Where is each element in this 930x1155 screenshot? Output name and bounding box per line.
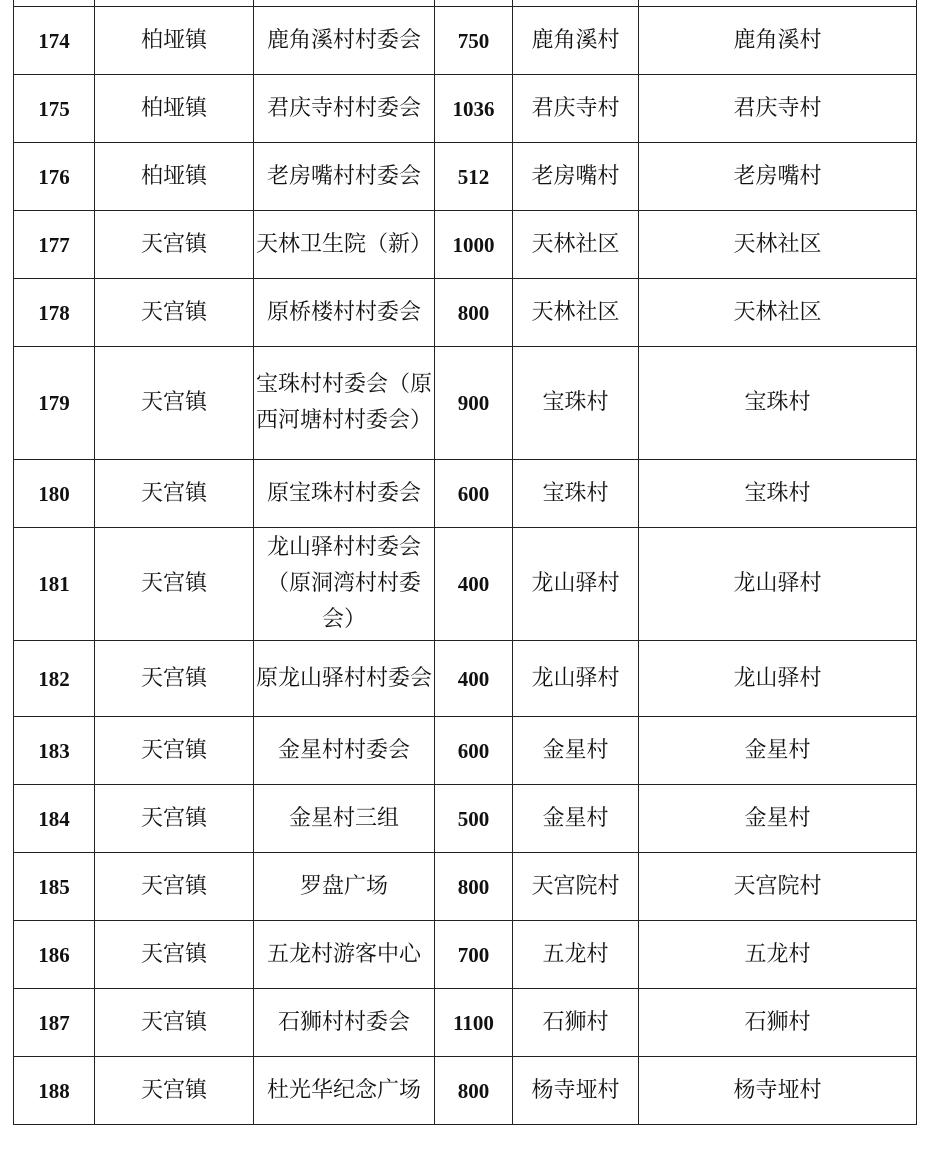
served-area-cell: 天宫院村 [639, 853, 917, 921]
table-row [14, 641, 917, 717]
town-cell: 天宫镇 [95, 921, 254, 989]
table-row [14, 853, 917, 921]
site-cell: 君庆寺村村委会 [254, 75, 435, 143]
amount-cell: 800 [435, 1057, 513, 1125]
row-number: 174 [14, 7, 95, 75]
served-area-cell: 天林社区 [639, 279, 917, 347]
row-number: 187 [14, 989, 95, 1057]
village-cell: 石狮村 [513, 989, 639, 1057]
village-cell: 龙山驿村 [513, 641, 639, 717]
town-cell: 柏垭镇 [95, 7, 254, 75]
amount-cell: 500 [435, 785, 513, 853]
table-row [14, 211, 917, 279]
town-cell: 柏垭镇 [95, 75, 254, 143]
town-cell: 天宫镇 [95, 989, 254, 1057]
site-cell: 石狮村村委会 [254, 989, 435, 1057]
site-cell: 天林卫生院（新） [254, 211, 435, 279]
row-number: 186 [14, 921, 95, 989]
site-cell: 龙山驿村村委会（原洞湾村村委会） [254, 528, 435, 641]
amount-cell: 600 [435, 717, 513, 785]
amount-cell: 900 [435, 347, 513, 460]
town-cell: 天宫镇 [95, 347, 254, 460]
shelter-site-table [13, 0, 917, 1125]
village-cell: 金星村 [513, 717, 639, 785]
document-table-wrapper [13, 0, 916, 1125]
town-cell: 柏垭镇 [95, 143, 254, 211]
row-number: 181 [14, 528, 95, 641]
village-cell: 天宫院村 [513, 853, 639, 921]
served-area-cell: 老房嘴村 [639, 143, 917, 211]
village-cell: 天林社区 [513, 211, 639, 279]
amount-cell: 512 [435, 143, 513, 211]
amount-cell: 600 [435, 460, 513, 528]
village-cell: 老房嘴村 [513, 143, 639, 211]
amount-cell: 800 [435, 853, 513, 921]
site-cell: 原宝珠村村委会 [254, 460, 435, 528]
table-row [14, 989, 917, 1057]
row-number: 180 [14, 460, 95, 528]
village-cell: 龙山驿村 [513, 528, 639, 641]
site-cell: 宝珠村村委会（原西河塘村村委会） [254, 347, 435, 460]
row-number: 178 [14, 279, 95, 347]
amount-cell: 1000 [435, 211, 513, 279]
village-cell: 天林社区 [513, 279, 639, 347]
served-area-cell: 石狮村 [639, 989, 917, 1057]
row-number: 177 [14, 211, 95, 279]
village-cell: 鹿角溪村 [513, 7, 639, 75]
row-number: 179 [14, 347, 95, 460]
site-cell: 五龙村游客中心 [254, 921, 435, 989]
town-cell: 天宫镇 [95, 1057, 254, 1125]
served-area-cell: 金星村 [639, 785, 917, 853]
table-row [14, 7, 917, 75]
site-cell: 杜光华纪念广场 [254, 1057, 435, 1125]
table-row [14, 528, 917, 641]
table-row [14, 717, 917, 785]
table-row [14, 1057, 917, 1125]
table-row [14, 921, 917, 989]
row-number: 185 [14, 853, 95, 921]
village-cell: 宝珠村 [513, 460, 639, 528]
site-cell: 原桥楼村村委会 [254, 279, 435, 347]
site-cell: 老房嘴村村委会 [254, 143, 435, 211]
served-area-cell: 宝珠村 [639, 460, 917, 528]
site-cell: 金星村村委会 [254, 717, 435, 785]
served-area-cell: 杨寺垭村 [639, 1057, 917, 1125]
table-row [14, 279, 917, 347]
served-area-cell: 金星村 [639, 717, 917, 785]
town-cell: 天宫镇 [95, 853, 254, 921]
table-row [14, 347, 917, 460]
served-area-cell: 宝珠村 [639, 347, 917, 460]
row-number: 182 [14, 641, 95, 717]
town-cell: 天宫镇 [95, 717, 254, 785]
served-area-cell: 鹿角溪村 [639, 7, 917, 75]
table-row [14, 785, 917, 853]
served-area-cell: 龙山驿村 [639, 641, 917, 717]
row-number: 188 [14, 1057, 95, 1125]
served-area-cell: 君庆寺村 [639, 75, 917, 143]
site-cell: 金星村三组 [254, 785, 435, 853]
amount-cell: 750 [435, 7, 513, 75]
served-area-cell: 龙山驿村 [639, 528, 917, 641]
amount-cell: 800 [435, 279, 513, 347]
row-number: 175 [14, 75, 95, 143]
served-area-cell: 天林社区 [639, 211, 917, 279]
town-cell: 天宫镇 [95, 460, 254, 528]
amount-cell: 400 [435, 528, 513, 641]
amount-cell: 700 [435, 921, 513, 989]
site-cell: 罗盘广场 [254, 853, 435, 921]
site-cell: 原龙山驿村村委会 [254, 641, 435, 717]
town-cell: 天宫镇 [95, 785, 254, 853]
village-cell: 五龙村 [513, 921, 639, 989]
row-number: 176 [14, 143, 95, 211]
town-cell: 天宫镇 [95, 641, 254, 717]
table-row [14, 460, 917, 528]
row-number: 183 [14, 717, 95, 785]
table-row [14, 143, 917, 211]
served-area-cell: 五龙村 [639, 921, 917, 989]
village-cell: 宝珠村 [513, 347, 639, 460]
amount-cell: 1100 [435, 989, 513, 1057]
town-cell: 天宫镇 [95, 211, 254, 279]
table-row [14, 75, 917, 143]
site-cell: 鹿角溪村村委会 [254, 7, 435, 75]
amount-cell: 400 [435, 641, 513, 717]
town-cell: 天宫镇 [95, 279, 254, 347]
amount-cell: 1036 [435, 75, 513, 143]
village-cell: 君庆寺村 [513, 75, 639, 143]
village-cell: 金星村 [513, 785, 639, 853]
town-cell: 天宫镇 [95, 528, 254, 641]
village-cell: 杨寺垭村 [513, 1057, 639, 1125]
row-number: 184 [14, 785, 95, 853]
